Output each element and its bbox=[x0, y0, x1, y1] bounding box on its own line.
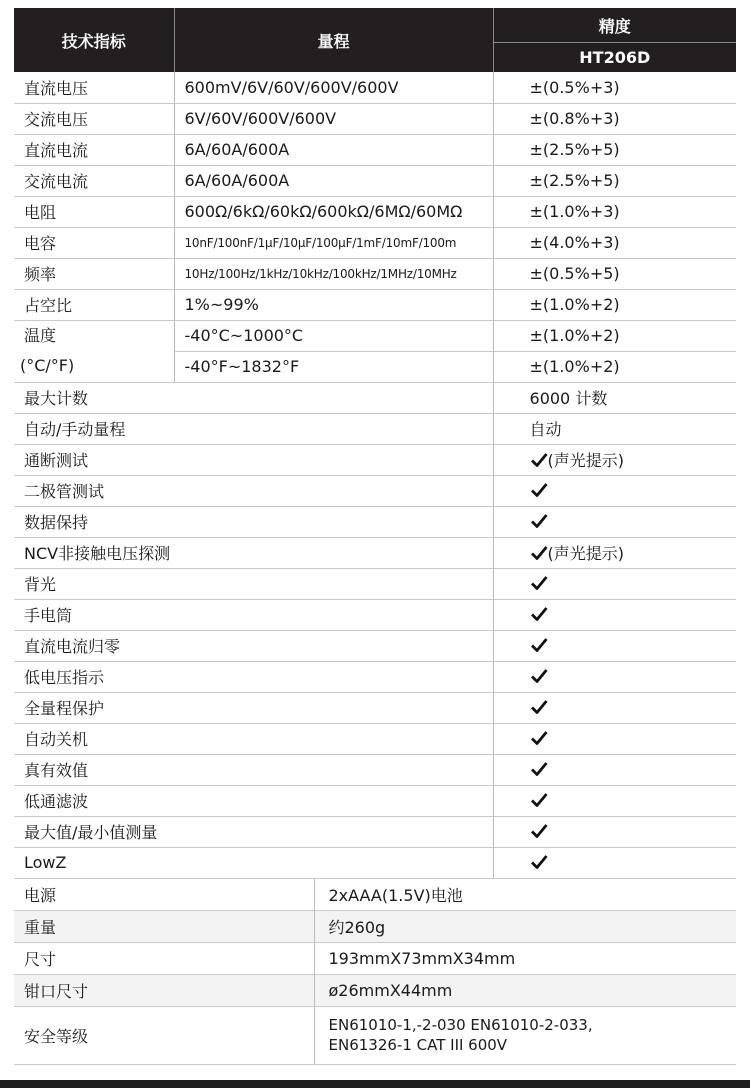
spec-sheet bbox=[14, 8, 736, 1084]
table-row bbox=[14, 910, 736, 942]
feature-name: 真有效值 bbox=[14, 754, 493, 785]
spec-accuracy: ±(2.5%+5) bbox=[493, 134, 736, 165]
table-row bbox=[14, 227, 736, 258]
table-row bbox=[14, 942, 736, 974]
feature-value bbox=[493, 847, 736, 878]
feature-value-text: (声光提示) bbox=[547, 544, 625, 563]
spec-range: 1%~99% bbox=[174, 289, 493, 320]
feature-value bbox=[493, 475, 736, 506]
measurement-rows bbox=[14, 72, 736, 320]
table-row bbox=[14, 754, 736, 785]
general-name: 重量 bbox=[14, 910, 314, 942]
feature-value bbox=[493, 692, 736, 723]
general-name: 电源 bbox=[14, 878, 314, 910]
spec-name: 交流电流 bbox=[14, 165, 174, 196]
temperature-rows bbox=[14, 320, 736, 382]
spec-range: 600mV/6V/60V/600V/600V bbox=[174, 72, 493, 103]
feature-name: LowZ bbox=[14, 847, 493, 878]
spec-name: 电阻 bbox=[14, 196, 174, 227]
feature-value bbox=[493, 382, 736, 413]
feature-name: 二极管测试 bbox=[14, 475, 493, 506]
checkmark-icon bbox=[530, 636, 548, 654]
feature-name: 数据保持 bbox=[14, 506, 493, 537]
table-row bbox=[14, 974, 736, 1006]
temperature-unit-label: (°C/°F) bbox=[20, 356, 75, 375]
table-row bbox=[14, 568, 736, 599]
feature-value bbox=[493, 506, 736, 537]
general-value: ø26mmX44mm bbox=[314, 974, 736, 1006]
table-row bbox=[14, 103, 736, 134]
checkmark-icon bbox=[530, 544, 548, 562]
feature-name: 低电压指示 bbox=[14, 661, 493, 692]
feature-value-text: 自动 bbox=[529, 420, 562, 439]
table-row bbox=[14, 134, 736, 165]
spec-accuracy: ±(1.0%+2) bbox=[493, 351, 736, 382]
table-row bbox=[14, 444, 736, 475]
feature-value bbox=[493, 537, 736, 568]
checkmark-icon bbox=[530, 451, 548, 469]
table-row bbox=[14, 692, 736, 723]
table-row bbox=[14, 537, 736, 568]
checkmark-icon bbox=[530, 698, 548, 716]
feature-name: 直流电流归零 bbox=[14, 630, 493, 661]
feature-value-text: (声光提示) bbox=[547, 451, 625, 470]
table-row bbox=[14, 258, 736, 289]
feature-name: NCV非接触电压探测 bbox=[14, 537, 493, 568]
checkmark-icon bbox=[530, 791, 548, 809]
spec-accuracy: ±(1.0%+2) bbox=[493, 320, 736, 351]
table-row bbox=[14, 1006, 736, 1064]
general-value bbox=[314, 1006, 736, 1064]
checkmark-icon bbox=[530, 481, 548, 499]
table-row bbox=[14, 816, 736, 847]
feature-rows bbox=[14, 382, 736, 878]
spec-name: 直流电压 bbox=[14, 72, 174, 103]
table-row bbox=[14, 382, 736, 413]
header-spec-item: 技术指标 bbox=[14, 8, 174, 72]
checkmark-icon bbox=[530, 512, 548, 530]
table-row bbox=[14, 785, 736, 816]
feature-name: 自动关机 bbox=[14, 723, 493, 754]
feature-value bbox=[493, 444, 736, 475]
spec-name: 交流电压 bbox=[14, 103, 174, 134]
header-range: 量程 bbox=[174, 8, 493, 72]
feature-value bbox=[493, 413, 736, 444]
table-row bbox=[14, 661, 736, 692]
feature-name: 自动/手动量程 bbox=[14, 413, 493, 444]
checkmark-icon bbox=[530, 667, 548, 685]
table-row bbox=[14, 506, 736, 537]
table-row bbox=[14, 320, 736, 351]
feature-name: 通断测试 bbox=[14, 444, 493, 475]
spec-range: 6V/60V/600V/600V bbox=[174, 103, 493, 134]
table-row bbox=[14, 475, 736, 506]
general-value: 约260g bbox=[314, 910, 736, 942]
checkmark-icon bbox=[530, 605, 548, 623]
feature-value bbox=[493, 723, 736, 754]
feature-value bbox=[493, 568, 736, 599]
table-row bbox=[14, 196, 736, 227]
general-rows bbox=[14, 878, 736, 1064]
table-row bbox=[14, 599, 736, 630]
feature-value bbox=[493, 630, 736, 661]
spec-range: 10nF/100nF/1μF/10μF/100μF/1mF/10mF/100m bbox=[174, 227, 493, 258]
spec-range: -40°F~1832°F bbox=[174, 351, 493, 382]
feature-name: 手电筒 bbox=[14, 599, 493, 630]
table-row bbox=[14, 165, 736, 196]
general-name: 尺寸 bbox=[14, 942, 314, 974]
feature-name: 全量程保护 bbox=[14, 692, 493, 723]
table-row bbox=[14, 630, 736, 661]
feature-value bbox=[493, 661, 736, 692]
feature-value bbox=[493, 599, 736, 630]
checkmark-icon bbox=[530, 853, 548, 871]
feature-value bbox=[493, 785, 736, 816]
general-name: 安全等级 bbox=[14, 1006, 314, 1064]
checkmark-icon bbox=[530, 760, 548, 778]
spec-range: 10Hz/100Hz/1kHz/10kHz/100kHz/1MHz/10MHz bbox=[174, 258, 493, 289]
spec-accuracy: ±(0.5%+5) bbox=[493, 258, 736, 289]
spec-accuracy: ±(1.0%+2) bbox=[493, 289, 736, 320]
feature-value bbox=[493, 816, 736, 847]
safety-standard-line: EN61326-1 CAT III 600V bbox=[328, 1036, 508, 1054]
table-row bbox=[14, 878, 736, 910]
spec-accuracy: ±(0.5%+3) bbox=[493, 72, 736, 103]
feature-value bbox=[493, 754, 736, 785]
bottom-bar bbox=[0, 1080, 750, 1088]
table-row bbox=[14, 847, 736, 878]
general-value: 193mmX73mmX34mm bbox=[314, 942, 736, 974]
spec-name: 电容 bbox=[14, 227, 174, 258]
spec-range: 600Ω/6kΩ/60kΩ/600kΩ/6MΩ/60MΩ bbox=[174, 196, 493, 227]
feature-value-text: 6000 计数 bbox=[529, 389, 608, 408]
safety-standard-line: EN61010-1,-2-030 EN61010-2-033, bbox=[328, 1016, 593, 1034]
table-row bbox=[14, 289, 736, 320]
general-value: 2xAAA(1.5V)电池 bbox=[314, 878, 736, 910]
header-model: HT206D bbox=[493, 43, 736, 73]
spec-accuracy: ±(4.0%+3) bbox=[493, 227, 736, 258]
spec-accuracy: ±(1.0%+3) bbox=[493, 196, 736, 227]
checkmark-icon bbox=[530, 574, 548, 592]
spec-name: 占空比 bbox=[14, 289, 174, 320]
table-row bbox=[14, 72, 736, 103]
spec-name: 直流电流 bbox=[14, 134, 174, 165]
feature-name: 最大计数 bbox=[14, 382, 493, 413]
feature-name: 背光 bbox=[14, 568, 493, 599]
spec-table bbox=[14, 8, 736, 1065]
checkmark-icon bbox=[530, 822, 548, 840]
feature-name: 低通滤波 bbox=[14, 785, 493, 816]
spec-range: 6A/60A/600A bbox=[174, 165, 493, 196]
table-row bbox=[14, 413, 736, 444]
spec-name-temperature bbox=[14, 320, 174, 382]
spec-range: 6A/60A/600A bbox=[174, 134, 493, 165]
temperature-label: 温度 bbox=[24, 326, 57, 345]
header-accuracy: 精度 bbox=[493, 8, 736, 43]
spec-accuracy: ±(2.5%+5) bbox=[493, 165, 736, 196]
spec-range: -40°C~1000°C bbox=[174, 320, 493, 351]
spec-accuracy: ±(0.8%+3) bbox=[493, 103, 736, 134]
feature-name: 最大值/最小值测量 bbox=[14, 816, 493, 847]
checkmark-icon bbox=[530, 729, 548, 747]
general-name: 钳口尺寸 bbox=[14, 974, 314, 1006]
spec-name: 频率 bbox=[14, 258, 174, 289]
table-row bbox=[14, 723, 736, 754]
